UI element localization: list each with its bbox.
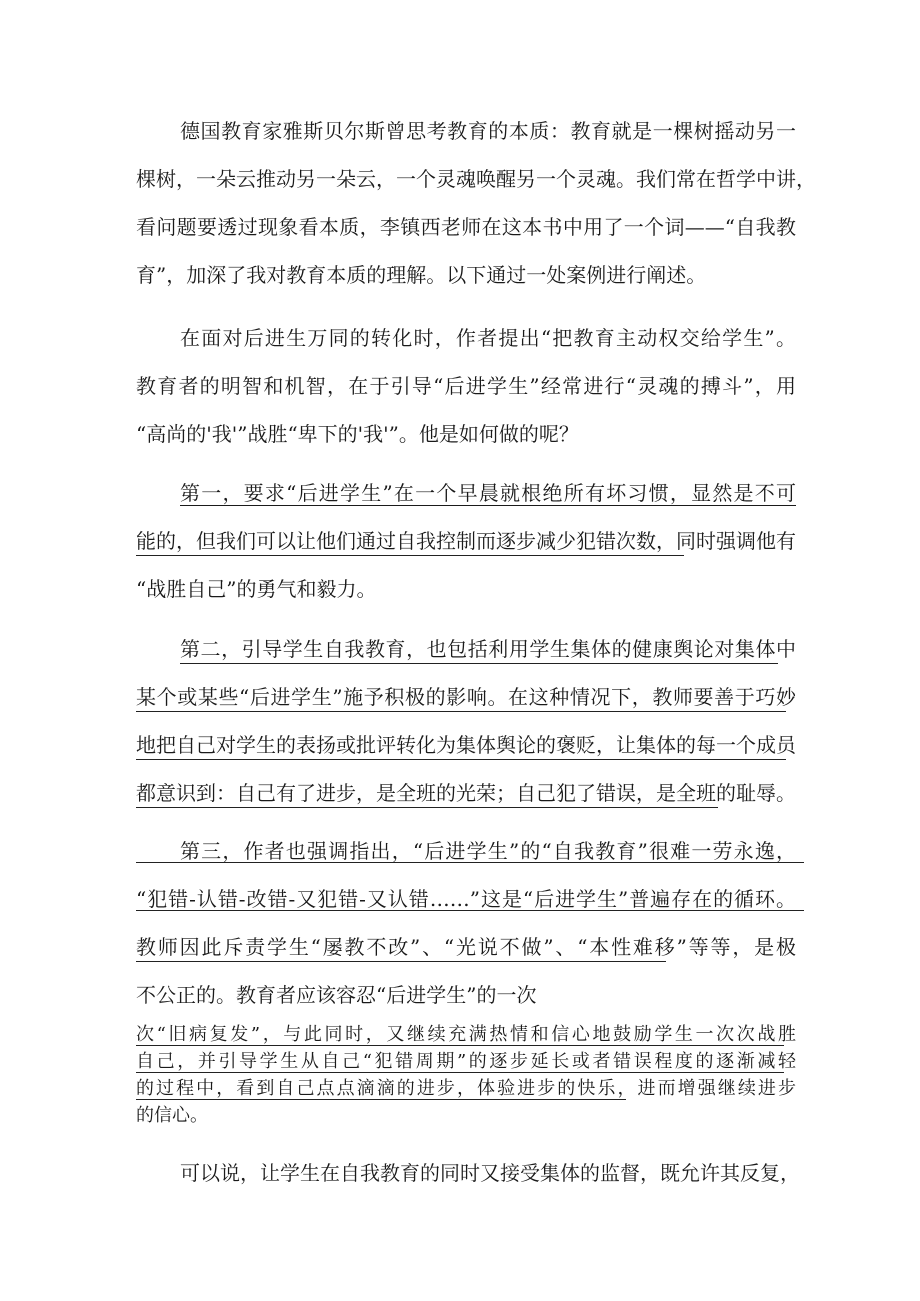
paragraph-6-line-2: 自己，并引导学生从自己“犯错周期”的逐步延长或者错误程度的逐渐减轻 bbox=[136, 1051, 796, 1072]
paragraph-5-line-4: 不公正的。教育者应该容忍“后进学生”的一次 bbox=[136, 983, 537, 1007]
paragraph-6-line-3: 的过程中，看到自己点点滴滴的进步，体验进步的快乐，进而增强继续进步 bbox=[136, 1078, 796, 1099]
paragraph-1-line-4: 育”，加深了我对教育本质的理解。以下通过一处案例进行阐述。 bbox=[136, 263, 707, 287]
paragraph-1-line-2: 棵树，一朵云推动另一朵云，一个灵魂唤醒另一个灵魂。我们常在哲学中讲， bbox=[136, 167, 816, 191]
underline-rule bbox=[136, 711, 786, 712]
underline-rule bbox=[136, 759, 786, 760]
paragraph-4-line-1: 第二，引导学生自我教育，也包括利用学生集体的健康舆论对集体中 bbox=[180, 637, 796, 661]
paragraph-2-line-3: “高尚的'我'”战胜“卑下的'我'”。他是如何做的呢？ bbox=[136, 422, 579, 446]
paragraph-5-line-1: 第三，作者也强调指出，“后进学生”的“自我教育”很难一劳永逸， bbox=[180, 839, 796, 863]
underline-rule bbox=[136, 555, 684, 556]
paragraph-2-line-2: 教育者的明智和机智，在于引导“后进学生”经常进行“灵魂的搏斗”，用 bbox=[136, 374, 796, 398]
paragraph-5-line-3: 教师因此斥责学生“屡教不改”、“光说不做”、“本性难移”等等，是极 bbox=[136, 935, 796, 959]
paragraph-1-line-1: 德国教育家雅斯贝尔斯曾思考教育的本质：教育就是一棵树摇动另一 bbox=[180, 119, 796, 143]
paragraph-2-line-1: 在面对后进生万同的转化时，作者提出“把教育主动权交给学生”。 bbox=[180, 326, 796, 350]
underline-rule bbox=[136, 862, 804, 863]
paragraph-3-line-3: “战胜自己”的勇气和毅力。 bbox=[136, 577, 377, 601]
paragraph-4-line-4: 都意识到：自己有了进步，是全班的光荣；自己犯了错误，是全班的耻辱。 bbox=[136, 781, 796, 805]
underline-rule bbox=[136, 961, 666, 962]
paragraph-3-line-1: 第一，要求“后进学生”在一个早晨就根绝所有坏习惯，显然是不可 bbox=[180, 481, 796, 505]
paragraph-7-line-1: 可以说，让学生在自我教育的同时又接受集体的监督，既允许其反复， bbox=[180, 1161, 800, 1185]
paragraph-4-line-2: 某个或某些“后进学生”施予积极的影响。在这种情况下，教师要善于巧妙 bbox=[136, 685, 796, 709]
underline-rule bbox=[136, 807, 718, 808]
underline-rule bbox=[136, 1045, 784, 1046]
underline-rule bbox=[180, 663, 778, 664]
underline-rule bbox=[136, 910, 804, 911]
paragraph-1-line-3: 看问题要透过现象看本质，李镇西老师在这本书中用了一个词——“自我教 bbox=[136, 215, 796, 239]
paragraph-5-line-2: “犯错-认错-改错-又犯错-又认错……”这是“后进学生”普遍存在的循环。 bbox=[136, 887, 796, 911]
paragraph-3-line-2: 能的，但我们可以让他们通过自我控制而逐步减少犯错次数，同时强调他有 bbox=[136, 529, 796, 553]
underline-rule bbox=[136, 1099, 626, 1100]
paragraph-4-line-3: 地把自己对学生的表扬或批评转化为集体舆论的褒贬，让集体的每一个成员 bbox=[136, 733, 796, 757]
paragraph-6-line-1: 次“旧病复发”，与此同时，又继续充满热情和信心地鼓励学生一次次战胜 bbox=[136, 1024, 796, 1045]
underline-rule bbox=[136, 1072, 784, 1073]
paragraph-6-line-4: 的信心。 bbox=[136, 1105, 208, 1126]
